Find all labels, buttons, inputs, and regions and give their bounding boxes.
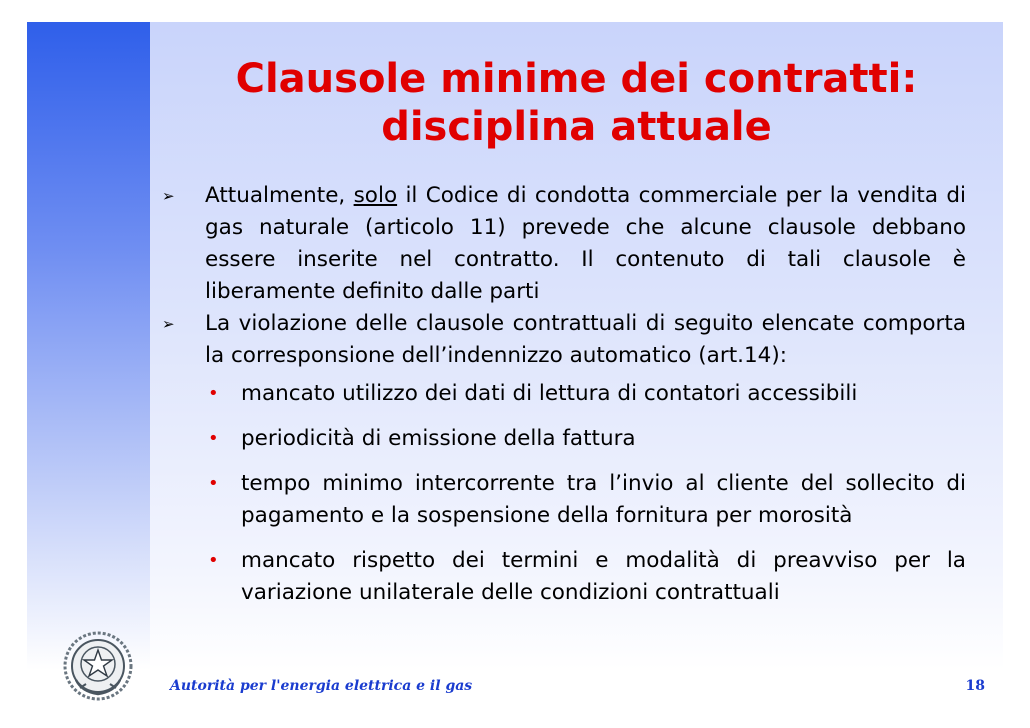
sub-bullet-text: mancato rispetto dei termini e modalità di preavviso per la variazione unilaterale delle condizioni contrattuali (241, 548, 966, 605)
footer-organization: Autorità per l'energia elettrica e il gas (170, 678, 473, 694)
bullet-point-2-text: La violazione delle clausole contrattuali di seguito elencate comporta la corresponsione dell’indennizzo automatico (art.14): (205, 311, 966, 368)
red-dot-bullet-icon: • (208, 550, 219, 571)
point-1-rest: il Codice di condotta commerciale per la vendita di gas naturale (articolo 11) prevede che alcune clausole debbano essere inserite nel contratto. Il contenuto di tali clausole è liberamente definito dalle parti (205, 183, 966, 304)
sub-bullet-text: periodicità di emissione della fattura (241, 426, 636, 451)
left-accent-stripe (27, 22, 150, 670)
sub-bullet-text: mancato utilizzo dei dati di lettura di contatori accessibili (241, 381, 858, 406)
point-1-intro: Attualmente, (205, 183, 354, 208)
title-line-2: disciplina attuale (381, 104, 772, 150)
sub-bullet-item (205, 468, 966, 532)
bullet-point-1-text (205, 180, 966, 308)
sub-bullet-item (205, 423, 966, 455)
sub-bullet-item (205, 545, 966, 609)
arrowhead-bullet-icon: ➢ (162, 187, 175, 205)
red-dot-bullet-icon: • (208, 383, 219, 404)
page-number: 18 (965, 678, 985, 694)
italian-republic-emblem-icon (62, 630, 134, 702)
title-line-1: Clausole minime dei contratti: (235, 56, 918, 102)
point-1-emphasis: solo (353, 183, 398, 208)
slide-body (160, 180, 966, 622)
arrowhead-bullet-icon: ➢ (162, 315, 175, 333)
sub-bullet-text: tempo minimo intercorrente tra l’invio al cliente del sollecito di pagamento e la sospensione della fornitura per morosità (241, 471, 966, 528)
sub-bullet-item (205, 378, 966, 410)
red-dot-bullet-icon: • (208, 428, 219, 449)
bullet-point-1 (160, 180, 966, 308)
bullet-point-2 (160, 308, 966, 372)
slide-title (150, 55, 1003, 151)
red-dot-bullet-icon: • (208, 473, 219, 494)
sub-bullet-list (205, 378, 966, 609)
